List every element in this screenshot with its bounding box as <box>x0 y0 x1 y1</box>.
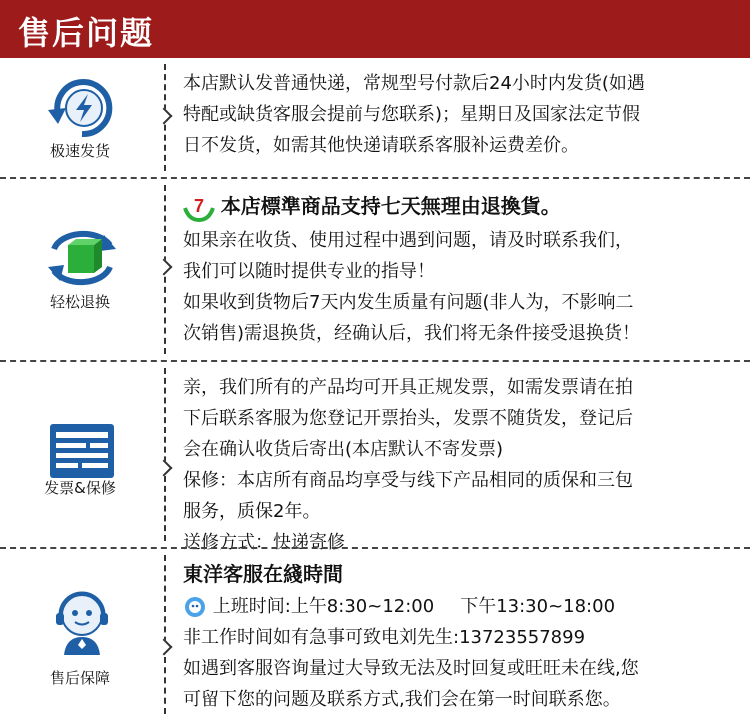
section-customer-service <box>0 549 750 720</box>
divider <box>164 555 166 714</box>
section-title: 東洋客服在綫時間 <box>183 562 343 586</box>
header-bar <box>0 0 750 58</box>
section-label: 售后保障 <box>49 669 110 687</box>
svg-text:7: 7 <box>193 196 205 216</box>
seven-day-badge-icon <box>183 194 215 222</box>
section-text: 東洋客服在綫時間 上班时间:上午8:30~12:00 下午13:30~18:00 非工作时间如有急事可致电刘先生:13723557899 如遇到客服咨询量过大导致无法及时回复或旺旺未在线,您 可留下您的问题及联系方式,我们会在第一时间联系您。 <box>183 559 740 715</box>
chat-bubble-icon <box>183 595 207 619</box>
customer-service-icon <box>44 585 120 661</box>
hours-pm: 下午13:30~18:00 <box>460 596 616 617</box>
section-label: 轻松退换 <box>49 293 110 311</box>
return-exchange-icon <box>44 219 120 295</box>
hours-label: 上班时间: <box>212 596 291 617</box>
fast-shipping-icon <box>44 70 120 146</box>
hours-am: 上午8:30~12:00 <box>290 596 435 617</box>
section-text: 本店默认发普通快递，常规型号付款后24小时内发货(如遇 特配或缺货客服会提前与您联系)；星期日及国家法定节假 日不发货，如需其他快递请联系客服补运费差价。 <box>183 73 645 156</box>
section-text: 亲，我们所有的产品均可开具正规发票，如需发票请在拍 下后联系客服为您登记开票抬头，发票不随货发，登记后 会在确认收货后寄出(本店默认不寄发票) 保修：本店所有商品均享受与线下产品相同的质保和三包 服务，质保2年。 送修方式：快递寄修 <box>183 377 633 553</box>
section-fast-shipping <box>0 58 750 177</box>
divider <box>164 368 166 541</box>
section-label: 极速发货 <box>49 142 110 160</box>
section-text: 7 本店標準商品支持七天無理由退換貨。 如果亲在收货、使用过程中遇到问题，请及时联系我们， 我们可以随时提供专业的指导！ 如果收到货物后7天内发生质量有问题(非人为，不影响二 次销售)需退换货，经确认后，我们将无条件接受退换货！ <box>183 194 641 344</box>
section-returns <box>0 179 750 360</box>
page-title: 售后问题 <box>18 14 155 52</box>
section-label: 发票&保修 <box>44 479 116 497</box>
section-title: 本店標準商品支持七天無理由退換貨。 <box>220 194 561 218</box>
section-invoice-warranty <box>0 362 750 553</box>
